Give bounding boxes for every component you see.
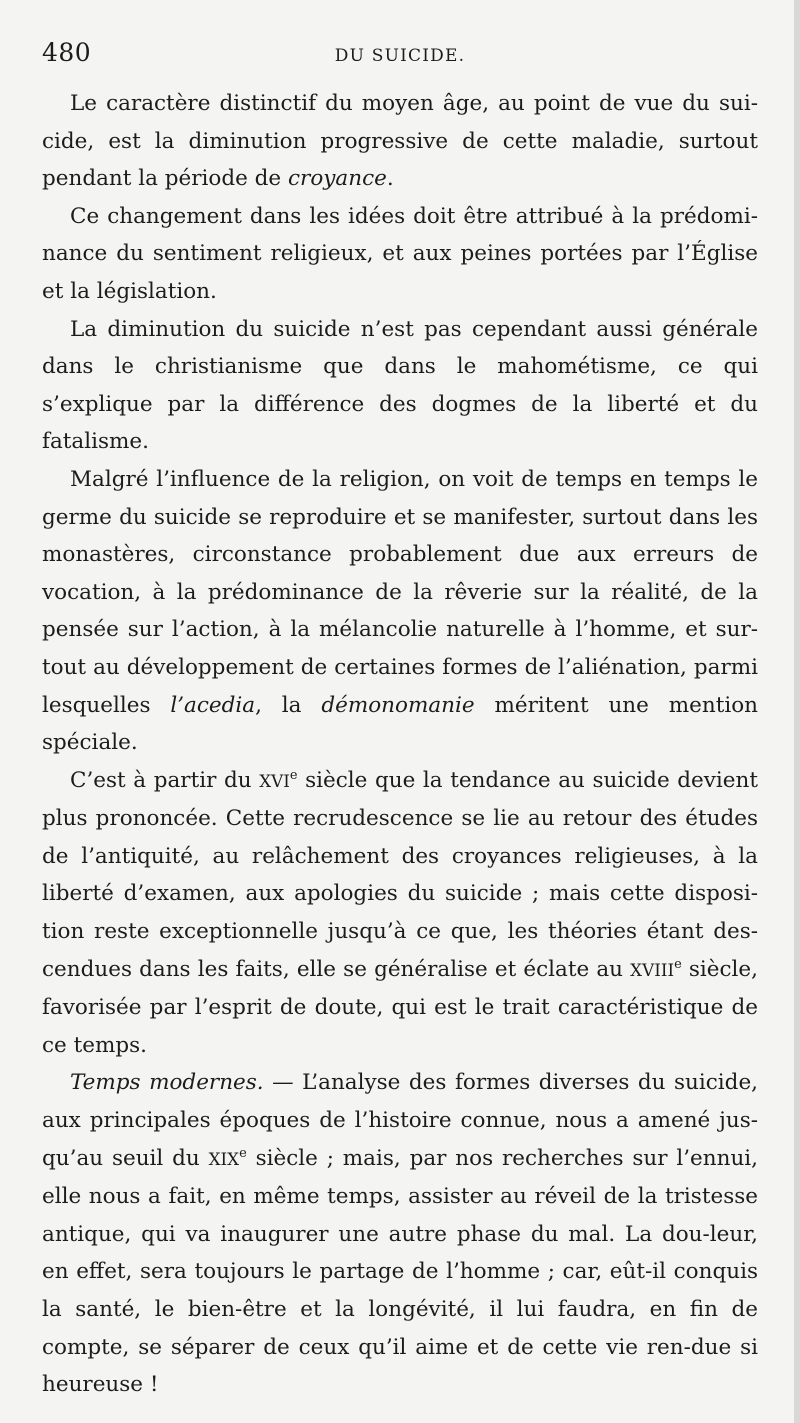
paragraph-changement — [42, 198, 758, 311]
italic-term: l’acedia — [170, 692, 256, 718]
paragraph-religion — [42, 461, 758, 762]
text-segment: siècle que la tendance au suicide devient plus prononcée. Cette recrudescence se lie au retour des études de l’antiquité, au relâchement des croyances religieuses, à la liberté d’examen, aux apologies du suicide ; mais cette disposi-tion reste exceptionnelle jusqu’à ce que, les théories étant des-cendues dans les faits, elle se généralise et éclate au — [42, 767, 758, 982]
running-head — [42, 38, 758, 78]
running-title: DU SUICIDE. — [334, 46, 466, 66]
century-numeral: XVIII — [630, 959, 675, 980]
text-segment: siècle ; mais, par nos recherches sur l’ennui, elle nous a fait, en même temps, assister au réveil de la tristesse antique, qui va inaugurer une autre phase du mal. La dou-leur, en effet, sera toujours le partage de l’homme ; car, eût-il conquis la santé, le bien-être et la longévité, il lui faudra, en fin de compte, se séparer de ceux qu’il aime et de cette vie ren-due si heureuse ! — [42, 1145, 758, 1398]
text-segment: Malgré l’influence de la religion, on voit de temps en temps le germe du suicide se reproduire et se manifester, surtout dans les monastères, circonstance probablement due aux erreurs de vocation, à la prédominance de la rêverie sur la réalité, de la pensée sur l’action, à la mélancolie naturelle à l’homme, et sur-tout au développement de certaines formes de l’aliénation, parmi lesquelles — [42, 466, 758, 718]
ordinal-superscript: e — [674, 956, 682, 972]
text-segment: , la — [255, 692, 322, 718]
text-segment: Le caractère distinctif du moyen âge, au point de vue du sui-cide, est la diminution progressive de cette maladie, surtout pendant la période de — [42, 91, 758, 192]
ordinal-superscript: e — [289, 767, 298, 783]
text-segment: C’est à partir du — [70, 767, 260, 793]
italic-term: démonomanie — [321, 692, 475, 718]
text-segment: La diminution du suicide n’est pas cependant aussi générale dans le christianisme que dans le mahométisme, ce qui s’explique par la différence des dogmes de la liberté et du fatalisme. — [42, 316, 758, 455]
text-segment: siècle, favorisée par l’esprit de doute, qui est le trait caractéristique de ce temps. — [42, 956, 758, 1058]
paragraph-moyen-age — [42, 85, 758, 198]
page-number: 480 — [42, 38, 92, 67]
ordinal-superscript: e — [239, 1145, 247, 1161]
italic-term: croyance — [288, 166, 387, 192]
paragraph-temps-modernes — [42, 1064, 758, 1403]
paragraph-seizieme-siecle — [42, 762, 758, 1065]
text-segment: . — [386, 166, 394, 192]
century-numeral: XVI — [259, 770, 290, 791]
text-segment: Ce changement dans les idées doit être attribué à la prédomi-nance du sentiment religieux, et aux peines portées par l’Église et la législation. — [42, 203, 758, 304]
century-numeral: XIX — [208, 1148, 240, 1169]
text-segment: — L’analyse des formes diverses du suicide, aux principales époques de l’histoire connue, nous a amené jus-qu’au seuil du — [42, 1070, 758, 1171]
page-edge-shadow — [794, 0, 800, 1423]
section-heading-inline: Temps modernes. — [70, 1070, 264, 1096]
body-text — [42, 85, 758, 1404]
text-segment: méritent une mention spéciale. — [42, 692, 758, 756]
paragraph-christianisme — [42, 311, 758, 461]
